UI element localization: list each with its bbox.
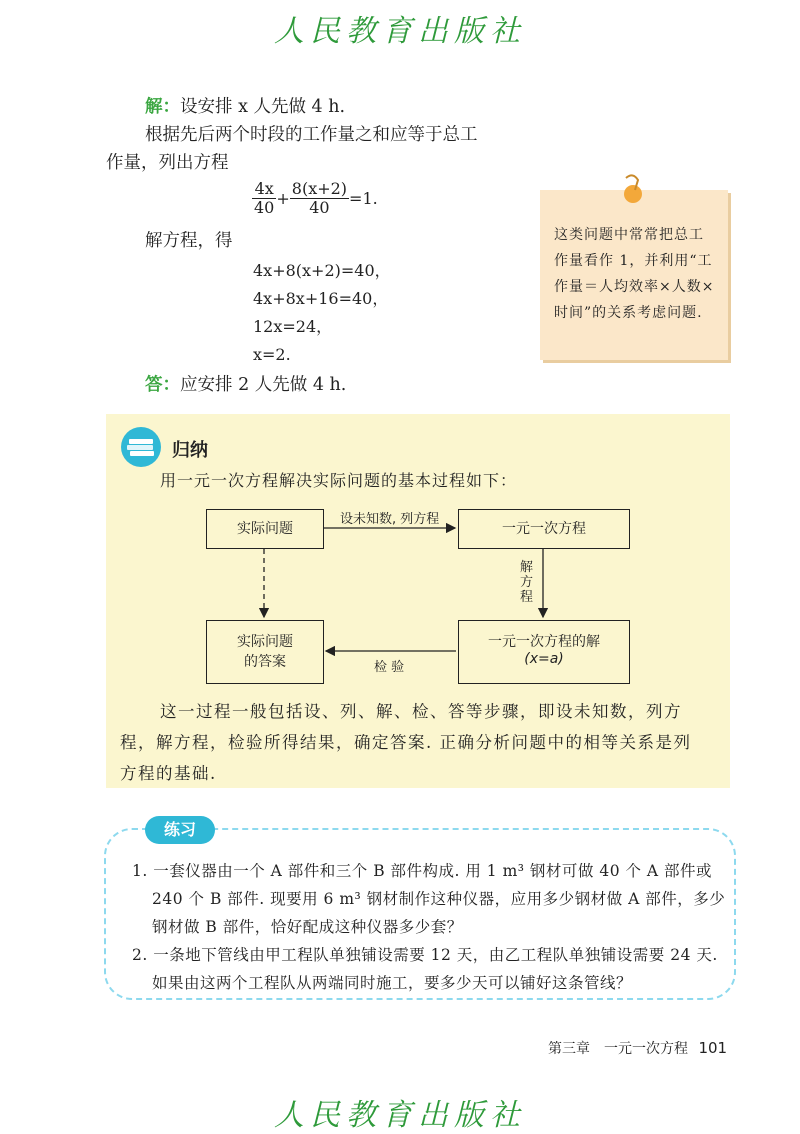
answer-line: [145, 370, 346, 400]
side-note-text: 这类问题中常常把总工作量看作 1，并利用“工作量＝人均效率×人数×时间”的关系考虑问题.: [554, 227, 715, 321]
summary-paragraph-line-1: 这一过程一般包括设、列、解、检、答等步骤，即设未知数，列方: [160, 702, 682, 721]
answer-label: 答：: [145, 375, 180, 395]
flow-arrows: [106, 414, 730, 714]
summary-panel: [106, 414, 730, 788]
side-note: [540, 190, 728, 360]
summary-paragraph-line-2: 程，解方程，检验所得结果，确定答案. 正确分析问题中的相等关系是列: [120, 733, 692, 752]
fraction-2: [290, 180, 349, 217]
solve-step-2: 4x+8x+16=40，: [253, 289, 389, 308]
label-check: 检 验: [374, 660, 405, 675]
summary-intro: 用一元一次方程解决实际问题的基本过程如下：: [160, 471, 518, 490]
fraction-1: [252, 180, 276, 217]
page-number: 101: [698, 1039, 728, 1057]
solution-line-3: 作量，列出方程: [106, 153, 229, 173]
flow-box-solution-line2: (x=a): [524, 651, 564, 667]
fraction-1-denominator: 40: [254, 198, 275, 217]
flow-box-real-answer-line2: 的答案: [244, 654, 286, 670]
practice-q1-line-2: 240 个 B 部件. 现要用 6 m³ 钢材制作这种仪器，应用多少钢材做 A 部件，多少: [152, 890, 726, 908]
flow-box-equation: 一元一次方程: [458, 509, 630, 549]
flow-box-real-problem: 实际问题: [206, 509, 324, 549]
footer-chapter: [548, 1038, 727, 1058]
solve-intro: 解方程，得: [145, 231, 233, 251]
equation-rhs: =1.: [349, 189, 378, 208]
solve-step-4: x=2.: [253, 345, 291, 364]
solution-line-1: [145, 92, 345, 122]
solve-step-1: 4x+8(x+2)=40，: [253, 261, 391, 280]
practice-tab: 练习: [145, 816, 215, 844]
solution-intro: 设安排 x 人先做 4 h.: [180, 97, 346, 117]
flow-box-solution-line1: 一元一次方程的解: [488, 634, 600, 650]
practice-q2-line-2: 如果由这两个工程队从两端同时施工，要多少天可以铺好这条管线？: [152, 974, 633, 992]
pin-icon: [618, 172, 648, 208]
fraction-2-denominator: 40: [309, 198, 330, 217]
answer-text: 应安排 2 人先做 4 h.: [180, 375, 347, 395]
fraction-1-numerator: 4x: [252, 180, 276, 199]
chapter-title: 第三章 一元一次方程: [548, 1041, 688, 1057]
practice-q2-line-1: 2. 一条地下管线由甲工程队单独铺设需要 12 天，由乙工程队单独铺设需要 24 天.: [132, 946, 718, 964]
practice-q1-line-1: 1. 一套仪器由一个 A 部件和三个 B 部件构成. 用 1 m³ 钢材可做 40 个 A 部件或: [132, 862, 713, 880]
flow-box-real-answer-line1: 实际问题: [237, 634, 293, 650]
publisher-logo-top: 人民教育出版社: [274, 14, 526, 49]
equation: [252, 180, 378, 217]
summary-paragraph-line-3: 方程的基础.: [120, 764, 217, 783]
solution-line-2: 根据先后两个时段的工作量之和应等于总工: [145, 125, 478, 145]
label-solve-equation: 解方程: [520, 560, 534, 605]
solution-label: 解：: [145, 97, 180, 117]
equation-plus: +: [276, 189, 290, 208]
practice-q1-line-3: 钢材做 B 部件，恰好配成这种仪器多少套？: [152, 918, 463, 936]
fraction-2-numerator: 8(x+2): [291, 179, 348, 198]
publisher-logo-bottom: 人民教育出版社: [274, 1098, 526, 1133]
summary-title: 归纳: [172, 440, 208, 461]
solve-step-3: 12x=24，: [253, 317, 333, 336]
label-set-up-equation: 设未知数, 列方程: [340, 512, 440, 527]
